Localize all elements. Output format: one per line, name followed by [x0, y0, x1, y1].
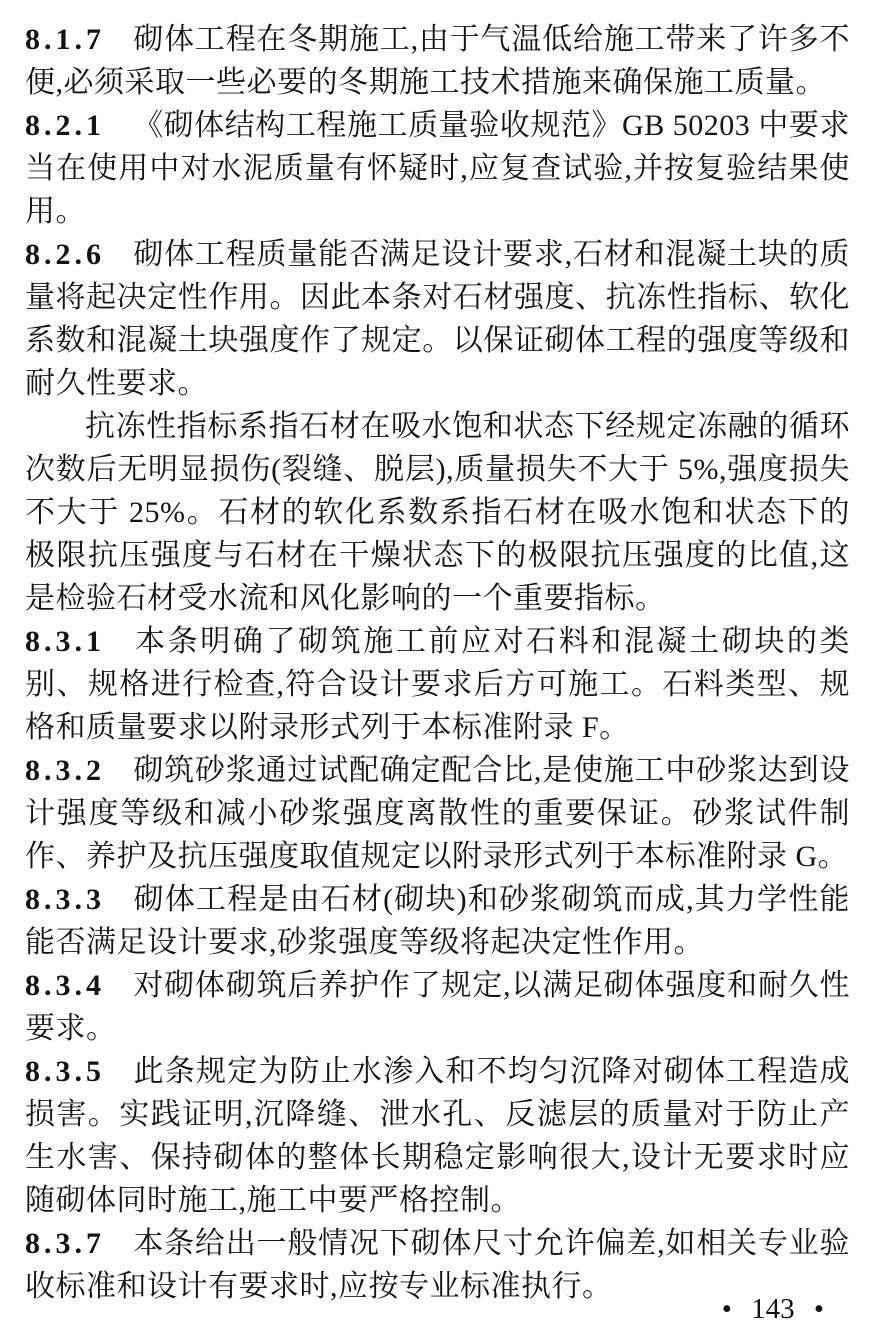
clause-text: 本条给出一般情况下砌体尺寸允许偏差,如相关专业验收标准和设计有要求时,应按专业标准执行。 [25, 1227, 850, 1303]
clause-number: 8.3.2 [25, 754, 105, 787]
clause-text: 砌体工程质量能否满足设计要求,石材和混凝土块的质量将起决定性作用。因此本条对石材强度、抗冻性指标、软化系数和混凝土块强度作了规定。以保证砌体工程的强度等级和耐久性要求。 [25, 238, 850, 400]
clause-number: 8.3.7 [25, 1227, 105, 1260]
clause-number: 8.2.6 [25, 238, 105, 271]
commentary-paragraph [25, 405, 850, 620]
clause-text: 《砌体结构工程施工质量验收规范》GB 50203 中要求当在使用中对水泥质量有怀疑时,应复查试验,并按复验结果使用。 [25, 109, 850, 228]
clause-number: 8.2.1 [25, 109, 105, 142]
clause-text: 此条规定为防止水渗入和不均匀沉降对砌体工程造成损害。实践证明,沉降缝、泄水孔、反滤层的质量对于防止产生水害、保持砌体的整体长期稳定影响很大,设计无要求时应随砌体同时施工,施工中要严格控制。 [25, 1055, 850, 1217]
clause-8-3-4 [25, 964, 850, 1050]
clause-text: 砌筑砂浆通过试配确定配合比,是使施工中砂浆达到设计强度等级和减小砂浆强度离散性的重要保证。砂浆试件制作、养护及抗压强度取值规定以附录形式列于本标准附录 G。 [25, 754, 850, 873]
clause-text: 对砌体砌筑后养护作了规定,以满足砌体强度和耐久性要求。 [25, 969, 850, 1045]
clause-8-2-6 [25, 233, 850, 405]
clause-number: 8.1.7 [25, 23, 105, 56]
clause-8-3-1 [25, 620, 850, 749]
clause-8-1-7 [25, 18, 850, 104]
clause-number: 8.3.4 [25, 969, 105, 1002]
clause-text: 砌体工程是由石材(砌块)和砂浆砌筑而成,其力学性能能否满足设计要求,砂浆强度等级将起决定性作用。 [25, 883, 850, 959]
page-number: • 143 • [721, 1293, 824, 1325]
clause-text: 砌体工程在冬期施工,由于气温低给施工带来了许多不便,必须采取一些必要的冬期施工技术措施来确保施工质量。 [25, 23, 850, 99]
clause-number: 8.3.3 [25, 883, 105, 916]
clause-number: 8.3.1 [25, 625, 105, 658]
clause-8-2-1 [25, 104, 850, 233]
clause-8-3-5 [25, 1050, 850, 1222]
clause-number: 8.3.5 [25, 1055, 105, 1088]
clause-8-3-2 [25, 749, 850, 878]
clause-8-3-3 [25, 878, 850, 964]
paragraph-text: 抗冻性指标系指石材在吸水饱和状态下经规定冻融的循环次数后无明显损伤(裂缝、脱层),质量损失不大于 5%,强度损失不大于 25%。石材的软化系数系指石材在吸水饱和状态下的极限抗压强度与石材在干燥状态下的极限抗压强度的比值,这是检验石材受水流和风化影响的一个重要指标。 [25, 410, 850, 615]
clause-text: 本条明确了砌筑施工前应对石料和混凝土砌块的类别、规格进行检查,符合设计要求后方可施工。石料类型、规格和质量要求以附录形式列于本标准附录 F。 [25, 625, 850, 744]
